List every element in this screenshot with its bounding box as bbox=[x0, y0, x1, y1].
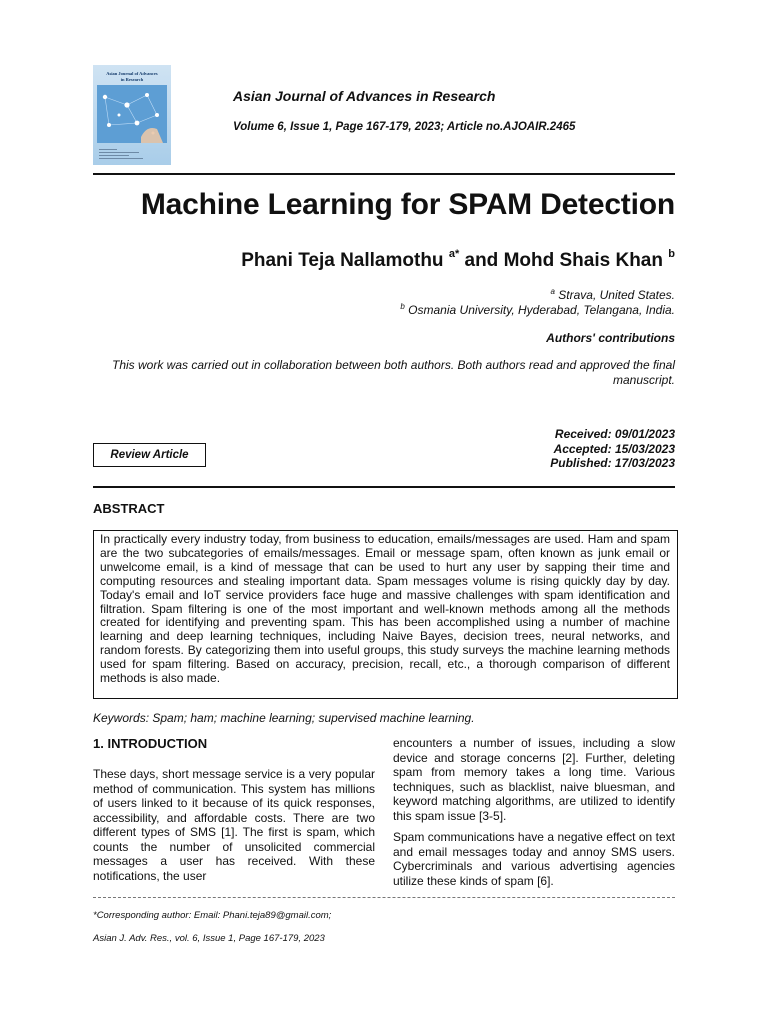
contributions-heading: Authors' contributions bbox=[546, 331, 675, 345]
abstract-text: In practically every industry today, from business to education, emails/messages are used. Ham and spam are the two subcategories of emails/messages. Email or message spam, often known as junk email or unwelcome email, is a kind of message that can be used to hurt any user by sapping their time and computing resources and stealing important data. Spam messages volume is rising quickly day by day. Today's email and IoT service providers face huge and massive challenges with spam identification and filtration. Spam filtering is one of the most important and well-known methods among all the methods created for identifying and preventing spam. This has been accomplished using a number of machine learning and deep learning techniques, including Naive Bayes, decision trees, neural networks, and random forests. By categorizing them into useful groups, this study surveys the machine learning methods used for spam filtering. Based on accuracy, precision, recall, etc., a thorough comparison of different methods is also made. bbox=[93, 530, 678, 699]
affiliation-text: Osmania University, Hyderabad, Telangana, India. bbox=[404, 303, 675, 317]
author-line bbox=[241, 248, 675, 272]
affiliation-a bbox=[550, 287, 675, 302]
article-title: Machine Learning for SPAM Detection bbox=[140, 188, 675, 221]
publication-dates bbox=[550, 427, 675, 471]
accepted-date: Accepted: 15/03/2023 bbox=[553, 441, 675, 456]
journal-cover-image bbox=[93, 65, 171, 165]
cover-title bbox=[93, 71, 171, 82]
contributions-text: This work was carried out in collaboration between both authors. Both authors read and approved the final manuscript. bbox=[111, 358, 675, 387]
introduction-paragraph: Spam communications have a negative effect on text and email messages today and annoy SMS users. Cybercriminals and various advertising agencies utilize these kinds of spam [6]. bbox=[393, 830, 675, 888]
journal-name: Asian Journal of Advances in Research bbox=[233, 88, 496, 104]
affiliation-text: Strava, United States. bbox=[554, 288, 675, 302]
author-affiliation-marker: a* bbox=[448, 248, 460, 260]
affiliation-b bbox=[400, 302, 675, 317]
introduction-paragraph: encounters a number of issues, including a slow device and storage concerns [2]. Further, deleting spam from memory takes a long time. Various techniques, such as blacklist, naive bluesman, and keyword matching algorithms, are utilized to identify this spam issue [3-5]. bbox=[393, 736, 675, 823]
abstract-heading: ABSTRACT bbox=[93, 501, 165, 516]
footnote-divider bbox=[93, 897, 675, 898]
keywords: Keywords: Spam; ham; machine learning; supervised machine learning. bbox=[93, 711, 475, 725]
cover-network-graphic bbox=[97, 85, 167, 143]
author-name: Mohd Shais Khan bbox=[503, 250, 663, 271]
journal-volume-info: Volume 6, Issue 1, Page 167-179, 2023; Article no.AJOAIR.2465 bbox=[233, 121, 576, 133]
left-column bbox=[93, 767, 375, 883]
introduction-paragraph: These days, short message service is a very popular method of communication. This system has millions of users linked to it because of its quick responses, accessibility, and affordable costs. There are two different types of SMS [1]. The first is spam, which counts the number of unsolicited commercial messages a user has received. With these notifications, the user bbox=[93, 767, 375, 883]
header-divider bbox=[93, 173, 675, 175]
right-column bbox=[393, 736, 675, 895]
introduction-heading: 1. INTRODUCTION bbox=[93, 736, 208, 751]
author-conjunction: and bbox=[459, 250, 504, 271]
received-date: Received: 09/01/2023 bbox=[554, 427, 675, 441]
author-name: Phani Teja Nallamothu bbox=[241, 250, 444, 271]
article-type-badge: Review Article bbox=[93, 443, 206, 467]
affiliation-marker: a bbox=[550, 287, 555, 296]
published-date: Published: 17/03/2023 bbox=[550, 456, 675, 470]
corresponding-author-footnote: *Corresponding author: Email: Phani.teja89@gmail.com; bbox=[93, 910, 332, 921]
affiliation-marker: b bbox=[400, 302, 405, 311]
author-affiliation-marker: b bbox=[668, 248, 675, 260]
citation-footer: Asian J. Adv. Res., vol. 6, Issue 1, Page 167-179, 2023 bbox=[93, 933, 325, 944]
cover-title-line2: in Research bbox=[120, 76, 144, 82]
cover-title-line1: Asian Journal of Advances bbox=[106, 71, 158, 76]
section-divider bbox=[93, 486, 675, 488]
